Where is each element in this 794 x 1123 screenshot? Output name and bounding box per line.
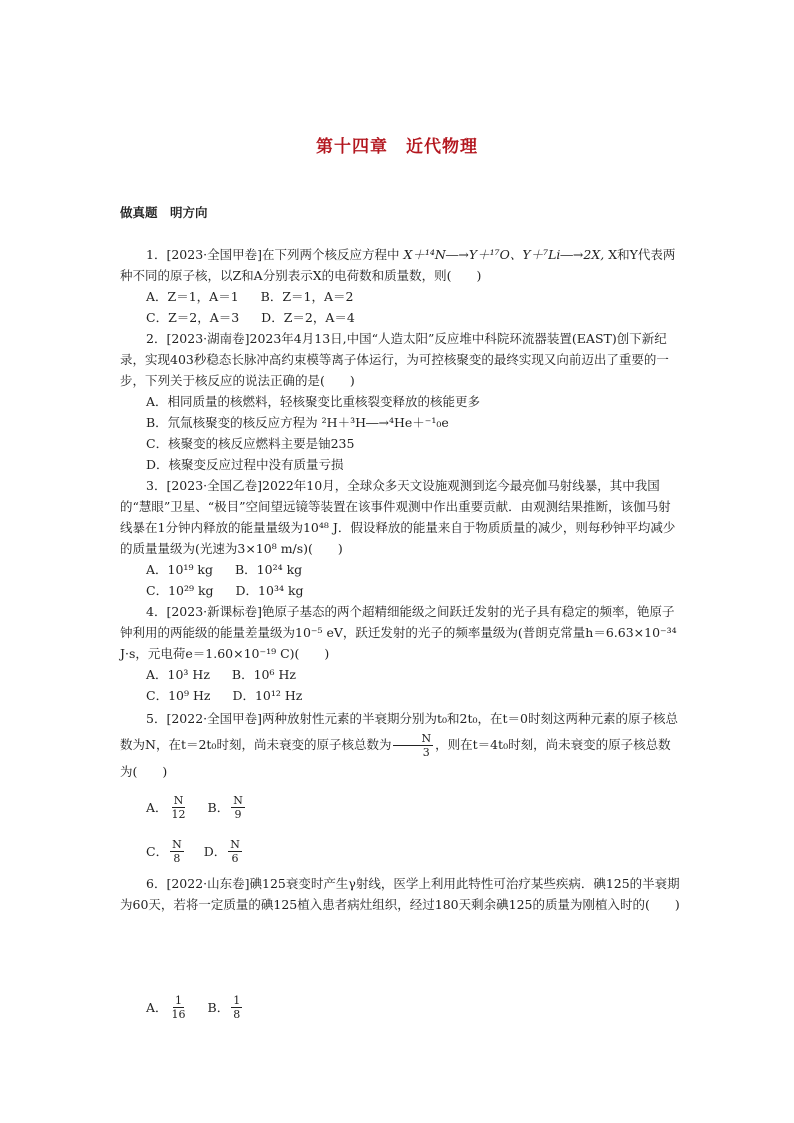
question-6: 6．[2022·山东卷]碘125衰变时产生γ射线，医学上利用此特性可治疗某些疾病．碘125的半衰期为60天，若将一定质量的碘125植入患者病灶组织，经过180天剩余碘125的质量为刚植入时的( ) — [120, 876, 680, 912]
option-b: B．10⁶ Hz — [231, 667, 296, 682]
fraction: $\frac{N}{3}$ — [393, 732, 433, 759]
option-d-fraction: $\frac{N}{6}$ — [230, 837, 240, 865]
question-5-options-row2 — [120, 829, 680, 873]
option-a: A．相同质量的核燃料，轻核聚变比重核裂变释放的核能更多 — [146, 394, 481, 409]
option-a-label: A． — [146, 999, 168, 1015]
option-b-fraction: $\frac{1}{8}$ — [233, 993, 241, 1021]
option-c-fraction: $\frac{N}{8}$ — [172, 837, 182, 865]
question-list — [120, 244, 680, 1029]
question-1-equation: X＋¹⁴N―→Y＋¹⁷O、Y＋⁷Li―→2X, — [403, 247, 605, 262]
question-1 — [120, 244, 680, 286]
option-b: B．Z＝1，A＝2 — [260, 289, 354, 304]
section-heading: 做真题 明方向 — [120, 205, 208, 220]
question-1-stem-a: 1．[2023·全国甲卷]在下列两个核反应方程中 — [146, 247, 400, 262]
option-b-label: B． — [207, 999, 230, 1015]
option-d: D．核聚变反应过程中没有质量亏损 — [146, 457, 344, 472]
option-c: C．Z＝2，A＝3 — [146, 310, 240, 325]
question-3: 3．[2023·全国乙卷]2022年10月，全球众多天文设施观测到迄今最亮伽马射线暴，其中我国的“慧眼”卫星、“极目”空间望远镜等装置在该事件观测中作出重要贡献．由观测结果推断，该伽马射线暴在1分钟内释放的能量量级为10⁴⁸ J．假设释放的能量来自于物质质量的减少，则每秒钟平均减少的质量量级为(光速为3×10⁸ m/s)( ) — [120, 478, 676, 556]
option-b-fraction: $\frac{N}{9}$ — [233, 793, 243, 821]
question-5-stem-b: ，则在t＝4t₀时刻，尚未衰变的原子核总数为( ) — [120, 737, 671, 779]
option-b-label: B． — [207, 799, 230, 815]
option-a-fraction: $\frac{N}{12}$ — [171, 793, 186, 821]
option-a: A．10¹⁹ kg — [146, 562, 214, 577]
option-a: A．Z＝1，A＝1 — [146, 289, 239, 304]
question-6-options — [120, 985, 680, 1029]
option-b: B．氘氚核聚变的核反应方程为 ²H＋³H―→⁴He＋⁻¹₀e — [146, 415, 449, 430]
question-4: 4．[2023·新课标卷]铯原子基态的两个超精细能级之间跃迁发射的光子具有稳定的频率，铯原子钟利用的两能级的能量差量级为10⁻⁵ eV，跃迁发射的光子的频率量级为(普朗克常量h＝6.63×10⁻³⁴ J·s，元电荷e＝1.60×10⁻¹⁹ C)( ) — [120, 604, 677, 661]
option-c: C．10²⁹ kg — [146, 583, 214, 598]
question-1-options — [120, 286, 680, 307]
question-5-stem-a: 5．[2022·全国甲卷]两种放射性元素的半衰期分别为t₀和2t₀，在t＝0时刻这两种元素的原子核总数为N，在t＝2t₀时刻，尚未衰变的原子核总数为 — [120, 711, 678, 752]
option-a-label: A． — [146, 799, 168, 815]
question-2: 2．[2023·湖南卷]2023年4月13日,中国“人造太阳”反应堆中科院环流器装置(EAST)创下新纪录，实现403秒稳态长脉冲高约束模等离子体运行，为可控核聚变的最终实现又向前迈出了重要的一步，下列关于核反应的说法正确的是( ) — [120, 331, 669, 388]
question-5 — [120, 706, 680, 785]
chapter-title: 第十四章 近代物理 — [316, 137, 478, 157]
option-d: D．Z＝2，A＝4 — [261, 310, 355, 325]
option-a: A．10³ Hz — [146, 667, 210, 682]
option-c: C．核聚变的核反应燃料主要是铀235 — [146, 436, 355, 451]
option-a-fraction: $\frac{1}{16}$ — [171, 993, 186, 1021]
option-d: D．10¹² Hz — [232, 688, 303, 703]
option-c-label: C． — [146, 843, 169, 859]
option-c: C．10⁹ Hz — [146, 688, 211, 703]
question-5-options-row1 — [120, 785, 680, 829]
option-d-label: D． — [203, 843, 227, 859]
question-1-stem-b: X和Y代表两种不同的原子核，以Z和A分别表示X的电荷数和质量数，则( ) — [120, 247, 676, 283]
option-d: D．10³⁴ kg — [235, 583, 304, 598]
option-b: B．10²⁴ kg — [235, 562, 303, 577]
